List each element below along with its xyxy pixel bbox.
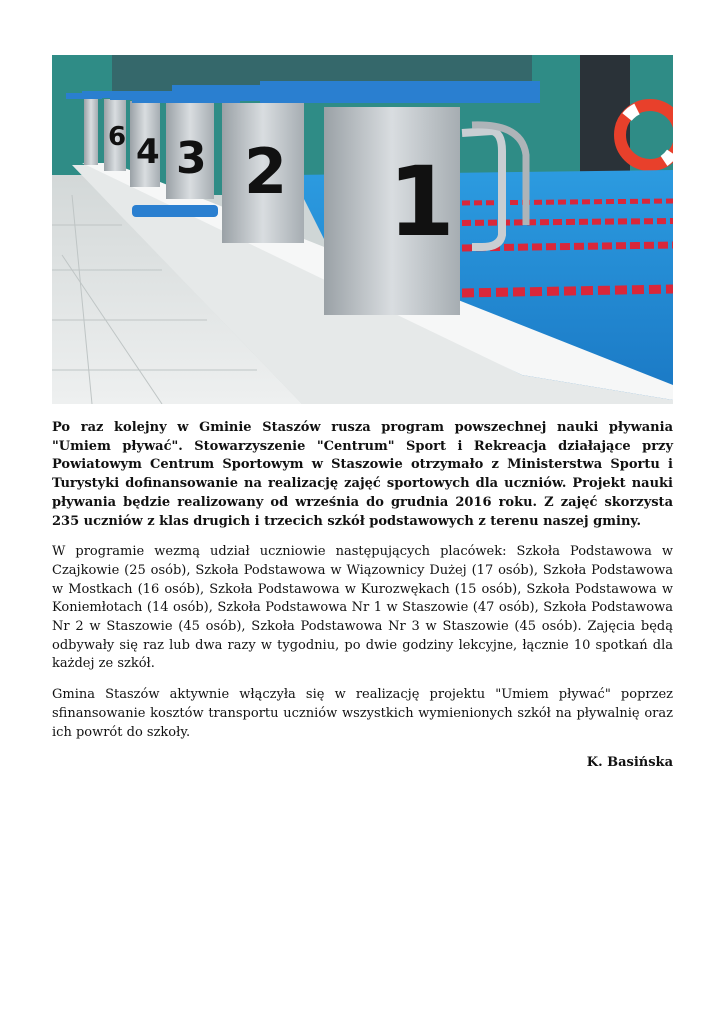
block-number-4: 4 (136, 132, 160, 172)
article-paragraph-transport: Gmina Staszów aktywnie włączyła się w realizację projektu "Umiem pływać" poprzez sfinansowanie kosztów transportu uczniów wszystkich wymienionych szkół na pływalnię oraz ich powrót do szkoły. (52, 687, 673, 740)
pool-starting-blocks-illustration (52, 55, 673, 404)
swimming-pool-photo (52, 55, 673, 404)
block-number-3: 3 (176, 133, 207, 184)
block-number-5: 6 (108, 122, 127, 152)
block-number-1: 1 (388, 146, 455, 258)
block-number-2: 2 (244, 135, 288, 208)
article-body (52, 419, 673, 773)
article-paragraph-schools: W programie wezmą udział uczniowie następujących placówek: Szkoła Podstawowa w Czajkowie (25 osób), Szkoła Podstawowa w Wiązownicy Dużej (17 osób), Szkoła Podstawowa w Mostkach (16 osób), Szkoła Podstawowa w Kurozwękach (15 osób), Szkoła Podstawowa w Koniemłotach (14 osób), Szkoła Podstawowa Nr 1 w Staszowie (47 osób), Szkoła Podstawowa Nr 2 w Staszowie (45 osób), Szkoła Podstawowa Nr 3 w Staszowie (45 osób). Zajęcia będą odbywały się raz lub dwa razy w tygodniu, po dwie godziny lekcyjne, łącznie 10 spotkań dla każdej ze szkół. (52, 544, 673, 672)
article-lead: Po raz kolejny w Gminie Staszów rusza program powszechnej nauki pływania "Umiem pływać". Stowarzyszenie "Centrum" Sport i Rekreacja działające przy Powiatowym Centrum Sportowym w Staszowie otrzymało z Ministerstwa Sportu i Turystyki dofinansowanie na realizację zajęć sportowych dla uczniów. Projekt nauki pływania będzie realizowany od września do grudnia 2016 roku. Z zajęć skorzysta 235 uczniów z klas drugich i trzecich szkół podstawowych z terenu naszej gminy. (52, 420, 673, 529)
article-author: K. Basińska (586, 755, 673, 771)
